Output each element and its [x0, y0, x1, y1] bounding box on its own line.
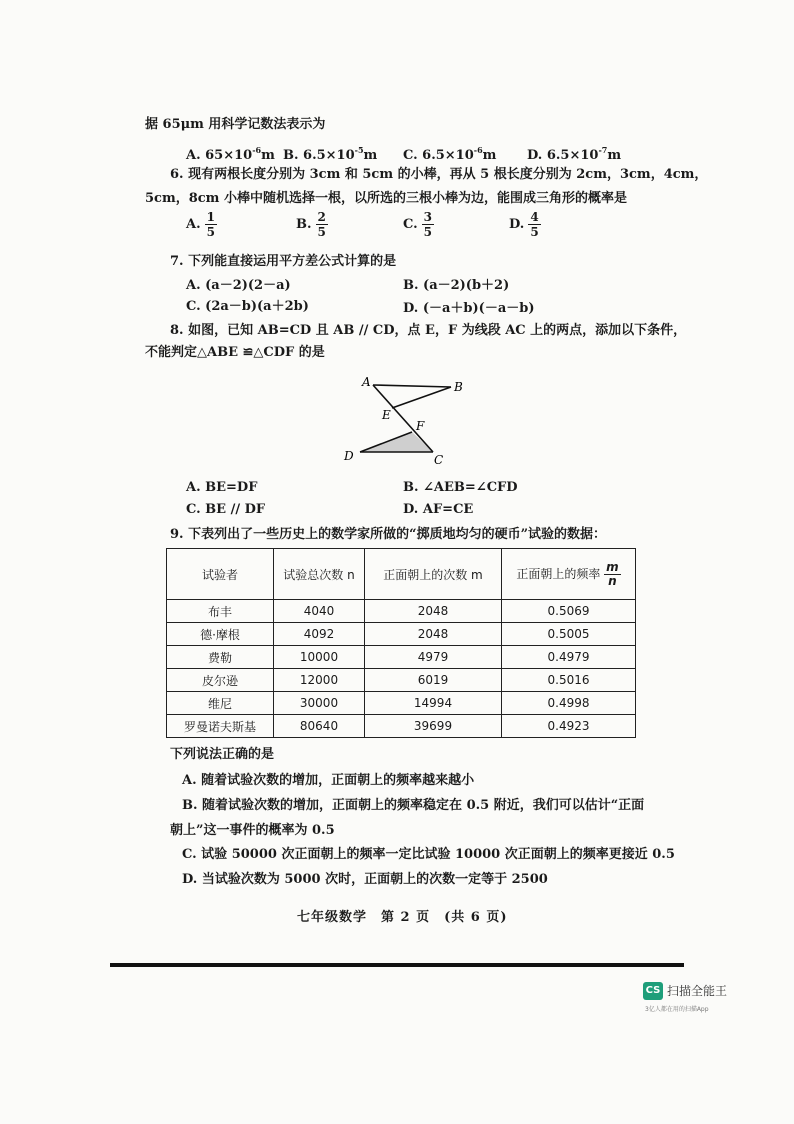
- q7-option-b: B. (a－2)(b＋2): [403, 278, 510, 293]
- q5-stem: 据 65μm 用科学记数法表示为: [145, 117, 326, 132]
- cell-name: 罗曼诺夫斯基: [167, 715, 274, 738]
- q9-stem: 9. 下表列出了一些历史上的数学家所做的“掷质地均匀的硬币”试验的数据：: [170, 527, 607, 542]
- header-total-trials: 试验总次数 n: [274, 549, 365, 600]
- label-d: D: [344, 449, 354, 463]
- coin-toss-table: [166, 548, 636, 738]
- cell-name: 布丰: [167, 600, 274, 623]
- q8-option-b: B. ∠AEB=∠CFD: [403, 480, 518, 495]
- cell-freq: 0.4979: [502, 646, 636, 669]
- cell-freq: 0.4923: [502, 715, 636, 738]
- q6-line-1: 6. 现有两根长度分别为 3cm 和 5cm 的小棒，再从 5 根长度分别为 2cm，3cm，4cm，: [170, 167, 708, 182]
- q8-option-a: A. BE=DF: [186, 480, 258, 495]
- q8-geometry-figure: [330, 370, 470, 470]
- cell-n: 4040: [274, 600, 365, 623]
- q7-stem: 7. 下列能直接运用平方差公式计算的是: [170, 254, 397, 269]
- q6-line-2: 5cm，8cm 小棒中随机选择一根，以所选的三根小棒为边，能围成三角形的概率是: [145, 191, 627, 206]
- cell-n: 12000: [274, 669, 365, 692]
- q7-option-a: A. (a－2)(2－a): [186, 278, 291, 293]
- cell-name: 德·摩根: [167, 623, 274, 646]
- camscanner-logo-icon: CS: [643, 982, 663, 1000]
- table-row: [167, 669, 636, 692]
- camscanner-name: 扫描全能王: [667, 984, 728, 998]
- header-heads-count: 正面朝上的次数 m: [365, 549, 502, 600]
- header-experimenter: 试验者: [167, 549, 274, 600]
- q9-prompt: 下列说法正确的是: [170, 747, 275, 762]
- page-footer: 七年级数学 第 2 页 (共 6 页): [297, 910, 508, 925]
- cell-n: 80640: [274, 715, 365, 738]
- table-row: [167, 600, 636, 623]
- table-row: [167, 646, 636, 669]
- label-c: C: [434, 453, 444, 467]
- cell-freq: 0.5005: [502, 623, 636, 646]
- table-header-row: [167, 549, 636, 600]
- q9-option-a: A. 随着试验次数的增加，正面朝上的频率越来越小: [182, 773, 475, 788]
- cell-n: 4092: [274, 623, 365, 646]
- cell-m: 2048: [365, 600, 502, 623]
- label-e: E: [382, 408, 391, 422]
- q9-option-b-line-2: 朝上”这一事件的概率为 0.5: [170, 823, 335, 838]
- cell-m: 14994: [365, 692, 502, 715]
- cell-name: 皮尔逊: [167, 669, 274, 692]
- cell-name: 维尼: [167, 692, 274, 715]
- cell-name: 费勒: [167, 646, 274, 669]
- q9-option-c: C. 试验 50000 次正面朝上的频率一定比试验 10000 次正面朝上的频率更接近 0.5: [182, 847, 675, 862]
- q8-line-2: 不能判定△ABE ≌△CDF 的是: [145, 345, 325, 360]
- label-f: F: [416, 419, 425, 433]
- table-row: [167, 692, 636, 715]
- label-b: B: [454, 380, 463, 394]
- q5-option-a: A. $65\times 10^{-6}m$: [186, 145, 275, 163]
- cell-n: 30000: [274, 692, 365, 715]
- q6-option-c: C. $\frac{3}{5}$: [403, 210, 433, 239]
- camscanner-tagline: 3亿人都在用的扫描App: [645, 1006, 709, 1013]
- cell-freq: 0.4998: [502, 692, 636, 715]
- cell-m: 2048: [365, 623, 502, 646]
- cell-n: 10000: [274, 646, 365, 669]
- table-row: [167, 715, 636, 738]
- table-row: [167, 623, 636, 646]
- q8-option-c: C. BE // DF: [186, 502, 266, 517]
- q7-option-c: C. (2a－b)(a＋2b): [186, 299, 309, 314]
- q6-option-a: A. $\frac{1}{5}$: [186, 210, 215, 239]
- q5-option-b: B. $6.5\times 10^{-5}m$: [283, 145, 378, 163]
- segment-ab: [373, 385, 451, 387]
- cell-m: 39699: [365, 715, 502, 738]
- q8-option-d: D. AF=CE: [403, 502, 474, 517]
- q6-option-d: D. $\frac{4}{5}$: [509, 210, 539, 239]
- page-bottom-rule: [110, 963, 684, 967]
- q8-line-1: 8. 如图，已知 AB=CD 且 AB // CD，点 E，F 为线段 AC 上的两点，添加以下条件，: [170, 323, 687, 338]
- q6-option-b: B. $\frac{2}{5}$: [296, 210, 326, 239]
- header-heads-frequency: 正面朝上的频率 $\frac{m}{n}$: [502, 549, 636, 600]
- q7-option-d: D. (－a＋b)(－a－b): [403, 301, 535, 316]
- q5-option-d: D. $6.5\times 10^{-7}m$: [527, 145, 622, 163]
- q9-option-d: D. 当试验次数为 5000 次时，正面朝上的次数一定等于 2500: [182, 872, 548, 887]
- cell-freq: 0.5016: [502, 669, 636, 692]
- label-a: A: [362, 375, 371, 389]
- triangle-cdf-shading: [360, 432, 433, 452]
- segment-be: [392, 387, 451, 408]
- q9-option-b-line-1: B. 随着试验次数的增加，正面朝上的频率稳定在 0.5 附近，我们可以估计“正面: [182, 798, 645, 813]
- q5-option-c: C. $6.5\times 10^{-6}m$: [403, 145, 497, 163]
- cell-m: 4979: [365, 646, 502, 669]
- cell-freq: 0.5069: [502, 600, 636, 623]
- cell-m: 6019: [365, 669, 502, 692]
